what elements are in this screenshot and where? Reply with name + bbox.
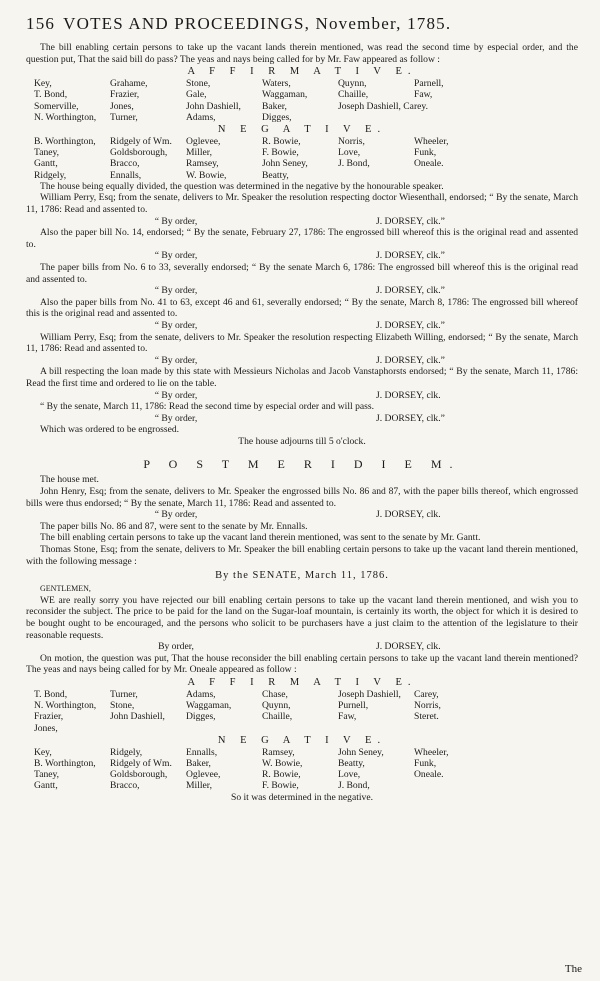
member-name [414, 723, 490, 734]
member-name: Oglevee, [186, 769, 221, 781]
member-name: Gantt, [34, 780, 58, 792]
paragraph: The paper bills from No. 6 to 33, severally endorsed; “ By the senate March 6, 1786: The engrossed bill whereof this is the original read and assented to. [26, 261, 578, 285]
member-name [414, 112, 490, 123]
member-name: J. Bond, [338, 780, 370, 792]
member-name: Goldsborough, [110, 147, 168, 159]
member-name: Ridgely of Wm. [110, 757, 172, 769]
member-name: Oneale. [414, 158, 444, 170]
member-name: Stone, [110, 700, 135, 712]
member-name: F. Bowie, [262, 147, 299, 159]
paragraph: Also the paper bill No. 14, endorsed; “ By the senate, February 27, 1786: The engrossed bill whereof this is the original read and assented to. [26, 227, 578, 250]
member-name: Funk, [414, 147, 437, 159]
member-name: Key, [34, 746, 52, 758]
member-name [338, 170, 414, 181]
member-name: T. Bond, [34, 89, 68, 101]
paragraph: On motion, the question was put, That the house reconsider the bill enabling certain persons to take up the vacant land therein mentioned? The yeas and nays being called for by Mr. Oneale appeared as follow : [26, 652, 578, 676]
vote-row [34, 112, 578, 123]
member-name: Ridgely of Wm. [110, 136, 172, 147]
member-name: Love, [338, 147, 361, 159]
member-name: Grahame, [110, 78, 148, 90]
member-name [186, 723, 262, 734]
order-line: “ By order, J. DORSEY, clk. [154, 509, 441, 521]
member-name: Key, [34, 78, 52, 90]
member-name: Chaille, [338, 89, 369, 101]
member-name: Waters, [262, 78, 291, 90]
member-name: Jones, [110, 100, 134, 112]
order-line: By order, J. DORSEY, clk. [158, 641, 441, 653]
vote-row [34, 170, 578, 181]
member-name: Chaille, [262, 711, 293, 723]
member-name: Miller, [186, 147, 212, 159]
negative-heading: N E G A T I V E. [217, 124, 387, 135]
member-name: Steret. [414, 711, 439, 723]
result-line: So it was determined in the negative. [230, 791, 373, 803]
member-name: Ennalls, [186, 746, 218, 758]
member-name: John Seney, [262, 158, 308, 170]
member-name: Miller, [186, 780, 212, 792]
member-name: Purnell, [338, 700, 369, 712]
adjournment-line: The house adjourns till 5 o'clock. [238, 435, 366, 447]
message-heading: By the SENATE, March 11, 1786. [215, 570, 389, 582]
vote-row [34, 723, 578, 734]
member-name: Baker, [186, 757, 211, 769]
member-name [110, 723, 186, 734]
paragraph: The house met. [40, 474, 99, 486]
member-name [338, 112, 414, 123]
vote-row [34, 747, 578, 758]
member-name: W. Bowie, [186, 169, 227, 181]
member-name: Oneale. [414, 769, 444, 781]
member-name: Taney, [34, 769, 60, 781]
vote-row [34, 78, 578, 89]
member-name: Wheeler, [414, 136, 449, 147]
salutation: GENTLEMEN, [40, 584, 91, 594]
member-name: R. Bowie, [262, 136, 301, 147]
order-line: “ By order, J. DORSEY, clk.” [154, 215, 445, 227]
vote-row [34, 711, 578, 722]
member-name: Norris, [414, 700, 441, 712]
order-line: “ By order, J. DORSEY, clk.” [154, 354, 445, 366]
member-name [338, 723, 414, 734]
member-name: Ridgely, [34, 169, 67, 181]
member-name: Gale, [186, 89, 207, 101]
member-name: Jones, [34, 722, 58, 734]
member-name [414, 170, 490, 181]
paragraph: William Perry, Esq; from the senate, delivers to Mr. Speaker the resolution respecting doctor Wiesenthall, endorsed; “ By the senate, March 11, 1786: Read and assented to. [26, 192, 578, 215]
member-name: Oglevee, [186, 136, 221, 147]
paragraph: Also the paper bills from No. 41 to 63, except 46 and 61, severally endorsed; “ By the senate, March 8, 1786: The engrossed bill whereof this is the original read and assented to. [26, 296, 578, 320]
vote-row [34, 101, 578, 112]
paragraph: John Henry, Esq; from the senate, delivers to Mr. Speaker the engrossed bills No. 86 and 87, with the paper bills thereof, which engrossed bills were thus endorsed; “ By the senate, March 11, 1786: Read and assented to. [26, 486, 578, 509]
member-name: Frazier, [34, 711, 64, 723]
member-name: Wheeler, [414, 746, 449, 758]
member-name: R. Bowie, [262, 769, 301, 781]
member-name: Carey, [414, 688, 439, 700]
member-name: Ramsey, [262, 746, 295, 758]
member-name: Digges, [186, 711, 216, 723]
member-name: Waggaman, [262, 89, 308, 101]
vote-row [34, 700, 578, 711]
member-name: Norris, [338, 136, 365, 147]
vote-list-negative-2 [34, 747, 578, 792]
member-name: N. Worthington, [34, 700, 97, 712]
member-name: B. Worthington, [34, 136, 96, 147]
vote-row [34, 769, 578, 780]
vote-row [34, 780, 578, 791]
member-name [414, 101, 490, 112]
vote-row [34, 89, 578, 100]
document-page [26, 14, 578, 803]
message-body: WE are really sorry you have rejected our bill enabling certain persons to take up the vacant land therein mentioned, and wish you to reconsider the subject. The price to be paid for the land on the Sugar-loaf mountain, is certainly its worth, the object for which it is desired to be bought ought to be encouraged, and the persons who solicit to be purchasers have a just claim to the attention of the legislature to their reasonable requests. [26, 594, 578, 641]
page-number: 156 [26, 14, 56, 33]
order-line: “ By order, J. DORSEY, clk.” [154, 285, 445, 297]
member-name: W. Bowie, [262, 757, 303, 769]
vote-row [34, 158, 578, 169]
member-name: Waggaman, [186, 700, 232, 712]
member-name: Taney, [34, 147, 60, 159]
member-name: John Seney, [338, 746, 384, 758]
negative-heading: N E G A T I V E. [217, 734, 387, 746]
order-line: “ By order, J. DORSEY, clk. [154, 389, 441, 401]
running-title: VOTES AND PROCEEDINGS, November, 1785. [63, 14, 452, 33]
member-name: T. Bond, [34, 688, 68, 700]
member-name: Quynn, [262, 700, 291, 712]
member-name: Digges, [262, 111, 292, 123]
member-name [262, 723, 338, 734]
member-name: Ennalls, [110, 169, 142, 181]
vote-list-negative-1 [34, 136, 578, 181]
member-name: Ramsey, [186, 158, 219, 170]
member-name: N. Worthington, [34, 111, 97, 123]
paragraph: “ By the senate, March 11, 1786: Read the second time by especial order and will pass. [40, 401, 374, 413]
member-name: Beatty, [262, 169, 289, 181]
member-name: Baker, [262, 100, 287, 112]
member-name: Parnell, [414, 78, 444, 90]
vote-list-affirmative-2 [34, 689, 578, 734]
affirmative-heading: A F F I R M A T I V E. [187, 66, 417, 78]
page-header [26, 14, 578, 34]
catchword: The [564, 963, 582, 975]
member-name: Stone, [186, 78, 211, 90]
member-name: Faw, [338, 711, 357, 723]
member-name: Beatty, [338, 757, 365, 769]
member-name: Bracco, [110, 158, 140, 170]
vote-row [34, 147, 578, 158]
paragraph: The bill enabling certain persons to take up the vacant land therein mentioned, was sent to the senate by Mr. Gantt. [40, 532, 481, 544]
member-name: Goldsborough, [110, 769, 168, 781]
paragraph: Which was ordered to be engrossed. [40, 424, 180, 436]
order-line: “ By order, J. DORSEY, clk.” [154, 250, 445, 262]
member-name: Turner, [110, 111, 138, 123]
member-name: John Dashiell, [110, 711, 165, 723]
member-name: Quynn, [338, 78, 367, 90]
member-name: Adams, [186, 688, 216, 700]
order-line: “ By order, J. DORSEY, clk.” [154, 319, 445, 331]
paragraph: The paper bills No. 86 and 87, were sent to the senate by Mr. Ennalls. [40, 520, 308, 532]
member-name: Bracco, [110, 780, 140, 792]
member-name: Faw, [414, 89, 433, 101]
member-name: Love, [338, 769, 361, 781]
member-name: Gantt, [34, 158, 58, 170]
member-name: Chase, [262, 688, 288, 700]
member-name: Adams, [186, 111, 216, 123]
member-name: Frazier, [110, 89, 140, 101]
paragraph: The bill enabling certain persons to take up the vacant lands therein mentioned, was read the second time by especial order, and the question put, That the said bill do pass? The yeas and nays being called for by Mr. Faw appeared as follow : [26, 42, 578, 65]
member-name: Joseph Dashiell, Carey. [338, 100, 428, 112]
member-name: Turner, [110, 688, 138, 700]
member-name: B. Worthington, [34, 757, 96, 769]
vote-list-affirmative-1 [34, 78, 578, 123]
member-name: Joseph Dashiell, [338, 688, 401, 700]
member-name: Somerville, [34, 100, 79, 112]
affirmative-heading: A F F I R M A T I V E. [187, 676, 417, 688]
paragraph: A bill respecting the loan made by this state with Messieurs Nicholas and Jacob Vanstaphorsts endorsed; “ By the senate, March 11, 1786: Read the first time and ordered to lie on the table. [26, 366, 578, 389]
member-name: Funk, [414, 757, 437, 769]
order-line: “ By order, J. DORSEY, clk.” [154, 412, 445, 424]
vote-row [34, 689, 578, 700]
paragraph: William Perry, Esq; from the senate, delivers to Mr. Speaker the resolution respecting Elizabeth Willing, endorsed; “ By the senate, March 11, 1786: Read and assented to. [26, 331, 578, 355]
paragraph: The house being equally divided, the question was determined in the negative by the honourable speaker. [40, 180, 444, 192]
member-name: Ridgely, [110, 746, 143, 758]
vote-row [34, 758, 578, 769]
member-name: John Dashiell, [186, 100, 241, 112]
vote-row [34, 136, 578, 147]
paragraph: Thomas Stone, Esq; from the senate, delivers to Mr. Speaker the bill enabling certain persons to take up the vacant land therein mentioned, with the following message : [26, 544, 578, 567]
member-name: J. Bond, [338, 158, 370, 170]
member-name: F. Bowie, [262, 780, 299, 792]
member-name [414, 780, 490, 791]
section-title-post-meridiem: P O S T M E R I D I E M. [143, 457, 461, 472]
